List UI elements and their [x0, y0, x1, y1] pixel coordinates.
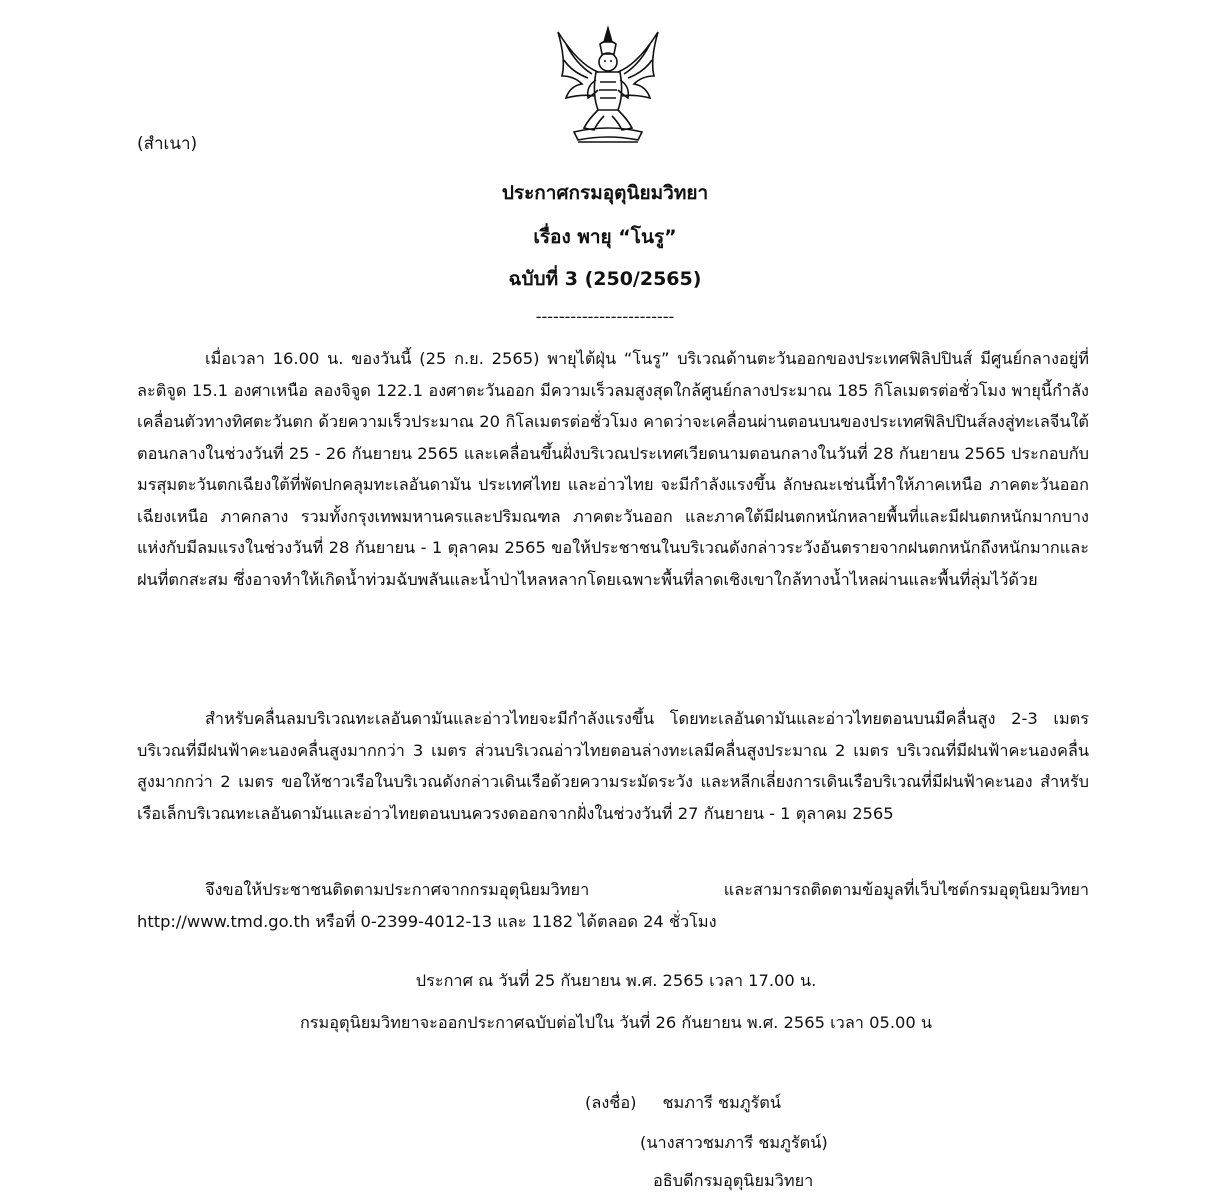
signed-name: ชมภารี ชมภูรัตน์: [662, 1093, 782, 1112]
body-paragraph-2: [137, 703, 1089, 829]
body-paragraph-2-text: สำหรับคลื่นลมบริเวณทะเลอันดามันและอ่าวไทยจะมีกำลังแรงขึ้น โดยทะเลอันดามันและอ่าวไทยตอนบนมีคลื่นสูง 2-3 เมตร บริเวณที่มีฝนฟ้าคะนองคลื่นสูงมากกว่า 3 เมตร ส่วนบริเวณอ่าวไทยตอนล่างทะเลมีคลื่นสูงประมาณ 2 เมตร บริเวณที่มีฝนฟ้าคะนองคลื่นสูงมากกว่า 2 เมตร ขอให้ชาวเรือในบริเวณดังกล่าวเดินเรือด้วยความระมัดระวัง และหลีกเลี่ยงการเดินเรือบริเวณที่มีฝนฟ้าคะนอง สำหรับเรือเล็กบริเวณทะเลอันดามันและอ่าวไทยตอนบนควรงดออกจากฝั่งในช่วงวันที่ 27 กันยายน - 1 ตุลาคม 2565: [137, 709, 1089, 823]
announced-date: ประกาศ ณ วันที่ 25 กันยายน พ.ศ. 2565 เวลา 17.00 น.: [415, 971, 817, 990]
signature-line: [585, 1090, 781, 1116]
body-paragraph-1: [137, 343, 1089, 595]
body-paragraph-3-text: จึงขอให้ประชาชนติดตามประกาศจากกรมอุตุนิยมวิทยา และสามารถติดตามข้อมูลที่เว็บไซต์กรมอุตุนิยมวิทยา http://www.tmd.go.th หรือที่ 0-2399-4012-13 และ 1182 ได้ตลอด 24 ชั่วโมง: [137, 880, 1089, 931]
body-paragraph-3: [137, 874, 1089, 937]
garuda-emblem-icon: [548, 24, 668, 146]
announcement-issue: ฉบับที่ 3 (250/2565): [508, 268, 702, 290]
signatory-position: อธิบดีกรมอุตุนิยมวิทยา: [653, 1171, 814, 1190]
copy-label: (สำเนา): [137, 134, 198, 154]
announcement-subject: เรื่อง พายุ “โนรู”: [533, 226, 677, 248]
announcement-title: ประกาศกรมอุตุนิยมวิทยา: [501, 182, 709, 204]
next-issue-notice: กรมอุตุนิยมวิทยาจะออกประกาศฉบับต่อไปใน วันที่ 26 กันยายน พ.ศ. 2565 เวลา 05.00 น: [299, 1013, 933, 1032]
signed-label: (ลงชื่อ): [585, 1093, 637, 1112]
separator-line: ------------------------: [535, 307, 675, 326]
body-paragraph-1-text: เมื่อเวลา 16.00 น. ของวันนี้ (25 ก.ย. 2565) พายุไต้ฝุ่น “โนรู” บริเวณด้านตะวันออกของประเทศฟิลิปปินส์ มีศูนย์กลางอยู่ที่ละติจูด 15.1 องศาเหนือ ลองจิจูด 122.1 องศาตะวันออก มีความเร็วลมสูงสุดใกล้ศูนย์กลางประมาณ 185 กิโลเมตรต่อชั่วโมง พายุนี้กำลังเคลื่อนตัวทางทิศตะวันตก ด้วยความเร็วประมาณ 20 กิโลเมตรต่อชั่วโมง คาดว่าจะเคลื่อนผ่านตอนบนของประเทศฟิลิปปินส์ลงสู่ทะเลจีนใต้ตอนกลางในช่วงวันที่ 25 - 26 กันยายน 2565 และเคลื่อนขึ้นฝั่งบริเวณประเทศเวียดนามตอนกลางในวันที่ 28 กันยายน 2565 ประกอบกับมรสุมตะวันตกเฉียงใต้ที่พัดปกคลุมทะเลอันดามัน ประเทศไทย และอ่าวไทย จะมีกำลังแรงขึ้น ลักษณะเช่นนี้ทำให้ภาคเหนือ ภาคตะวันออกเฉียงเหนือ ภาคกลาง รวมทั้งกรุงเทพมหานครและปริมณฑล ภาคตะวันออก และภาคใต้มีฝนตกหนักหลายพื้นที่และมีฝนตกหนักมากบางแห่งกับมีลมแรงในช่วงวันที่ 28 กันยายน - 1 ตุลาคม 2565 ขอให้ประชาชนในบริเวณดังกล่าวระวังอันตรายจากฝนตกหนักถึงหนักมากและฝนที่ตกสะสม ซึ่งอาจทำให้เกิดน้ำท่วมฉับพลันและน้ำป่าไหลหลากโดยเฉพาะพื้นที่ลาดเชิงเขาใกล้ทางน้ำไหลผ่านและพื้นที่ลุ่มไว้ด้วย: [137, 349, 1089, 589]
signatory-full-name: (นางสาวชมภารี ชมภูรัตน์): [640, 1133, 828, 1152]
